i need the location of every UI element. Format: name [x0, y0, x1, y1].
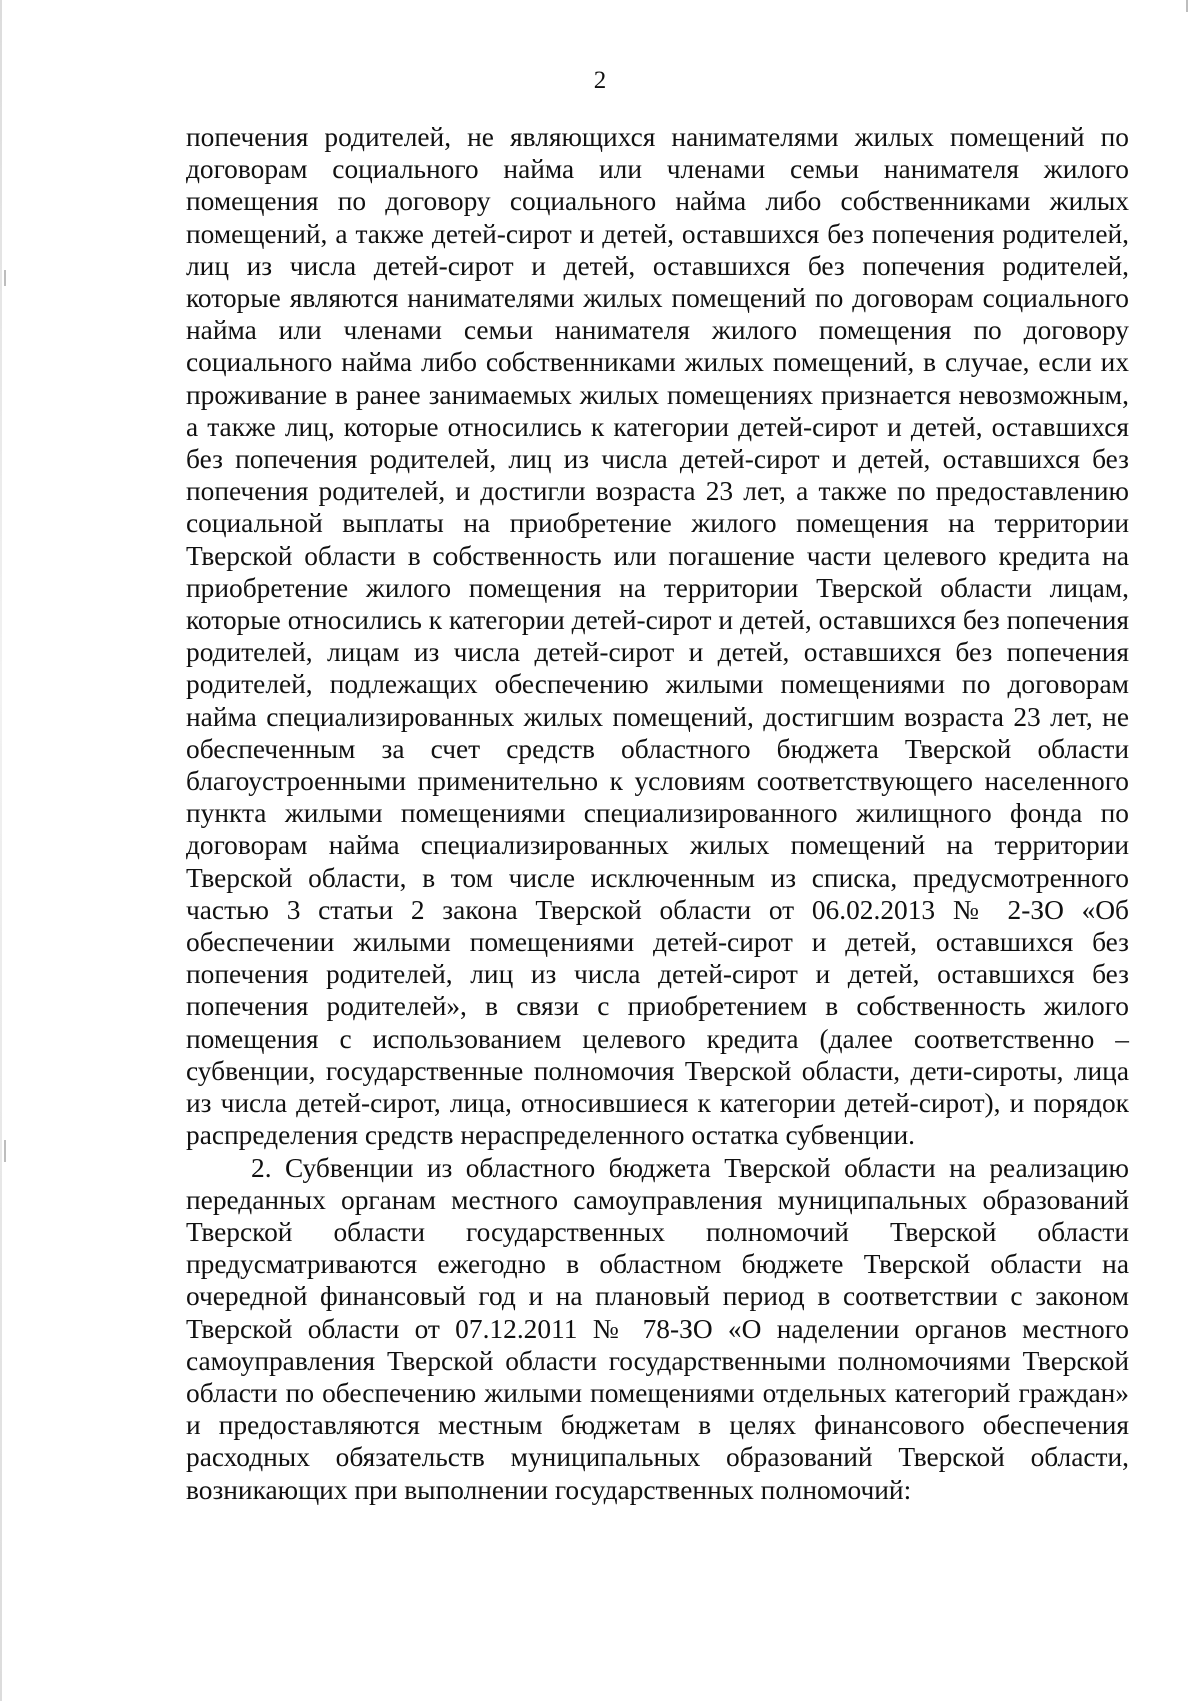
paragraph-item-2: 2. Субвенции из областного бюджета Тверской области на реализацию переданных органам местного самоуправления муниципальных образований Тверской области государственных полномочий Тверской области предусматриваются ежегодно в областном бюджете Тверской области на очередной финансовый год и на плановый период в соответствии с законом Тверской области от 07.12.2011 № 78-ЗО «О наделении органов местного самоуправления Тверской области государственными полномочиями Тверской области по обеспечению жилыми помещениями отдельных категорий граждан» и предоставляются местным бюджетам в целях финансового обеспечения расходных обязательств муниципальных образований Тверской области, возникающих при выполнении государственных полномочий: — [186, 1152, 1129, 1505]
scan-mark — [1186, 0, 1188, 12]
paragraph-continuation: попечения родителей, не являющихся нанимателями жилых помещений по договорам социального найма или членами семьи нанимателя жилого помещения по договору социального найма либо собственниками жилых помещений, а также детей-сирот и детей, оставшихся без попечения родителей, лиц из числа детей-сирот и детей, оставшихся без попечения родителей, которые являются нанимателями жилых помещений по договорам социального найма или членами семьи нанимателя жилого помещения по договору социального найма либо собственниками жилых помещений, в случае, если их проживание в ранее занимаемых жилых помещениях признается невозможным, а также лиц, которые относились к категории детей-сирот и детей, оставшихся без попечения родителей, лиц из числа детей-сирот и детей, оставшихся без попечения родителей, и достигли возраста 23 лет, а также по предоставлению социальной выплаты на приобретение жилого помещения на территории Тверской области в собственность или погашение части целевого кредита на приобретение жилого помещения на территории Тверской области лицам, которые относились к категории детей-сирот и детей, оставшихся без попечения родителей, лицам из числа детей-сирот и детей, оставшихся без попечения родителей, подлежащих обеспечению жилыми помещениями по договорам найма специализированных жилых помещений, достигшим возраста 23 лет, не обеспеченным за счет средств областного бюджета Тверской области благоустроенными применительно к условиям соответствующего населенного пункта жилыми помещениями специализированного жилищного фонда по договорам найма специализированных жилых помещений на территории Тверской области, в том числе исключенным из списка, предусмотренного частью 3 статьи 2 закона Тверской области от 06.02.2013 № 2-ЗО «Об обеспечении жилыми помещениями детей-сирот и детей, оставшихся без попечения родителей, лиц из числа детей-сирот и детей, оставшихся без попечения родителей», в связи с приобретением в собственность жилого помещения с использованием целевого кредита (далее соответственно – субвенции, государственные полномочия Тверской области, дети-сироты, лица из числа детей-сирот, лица, относившиеся к категории детей-сирот), и порядок распределения средств нераспределенного остатка субвенции. — [186, 122, 1129, 1151]
document-body — [186, 121, 1129, 1506]
scan-mark — [4, 270, 6, 286]
page-number: 2 — [593, 67, 607, 94]
scan-mark — [4, 1140, 6, 1162]
scan-edge — [0, 0, 2, 1701]
